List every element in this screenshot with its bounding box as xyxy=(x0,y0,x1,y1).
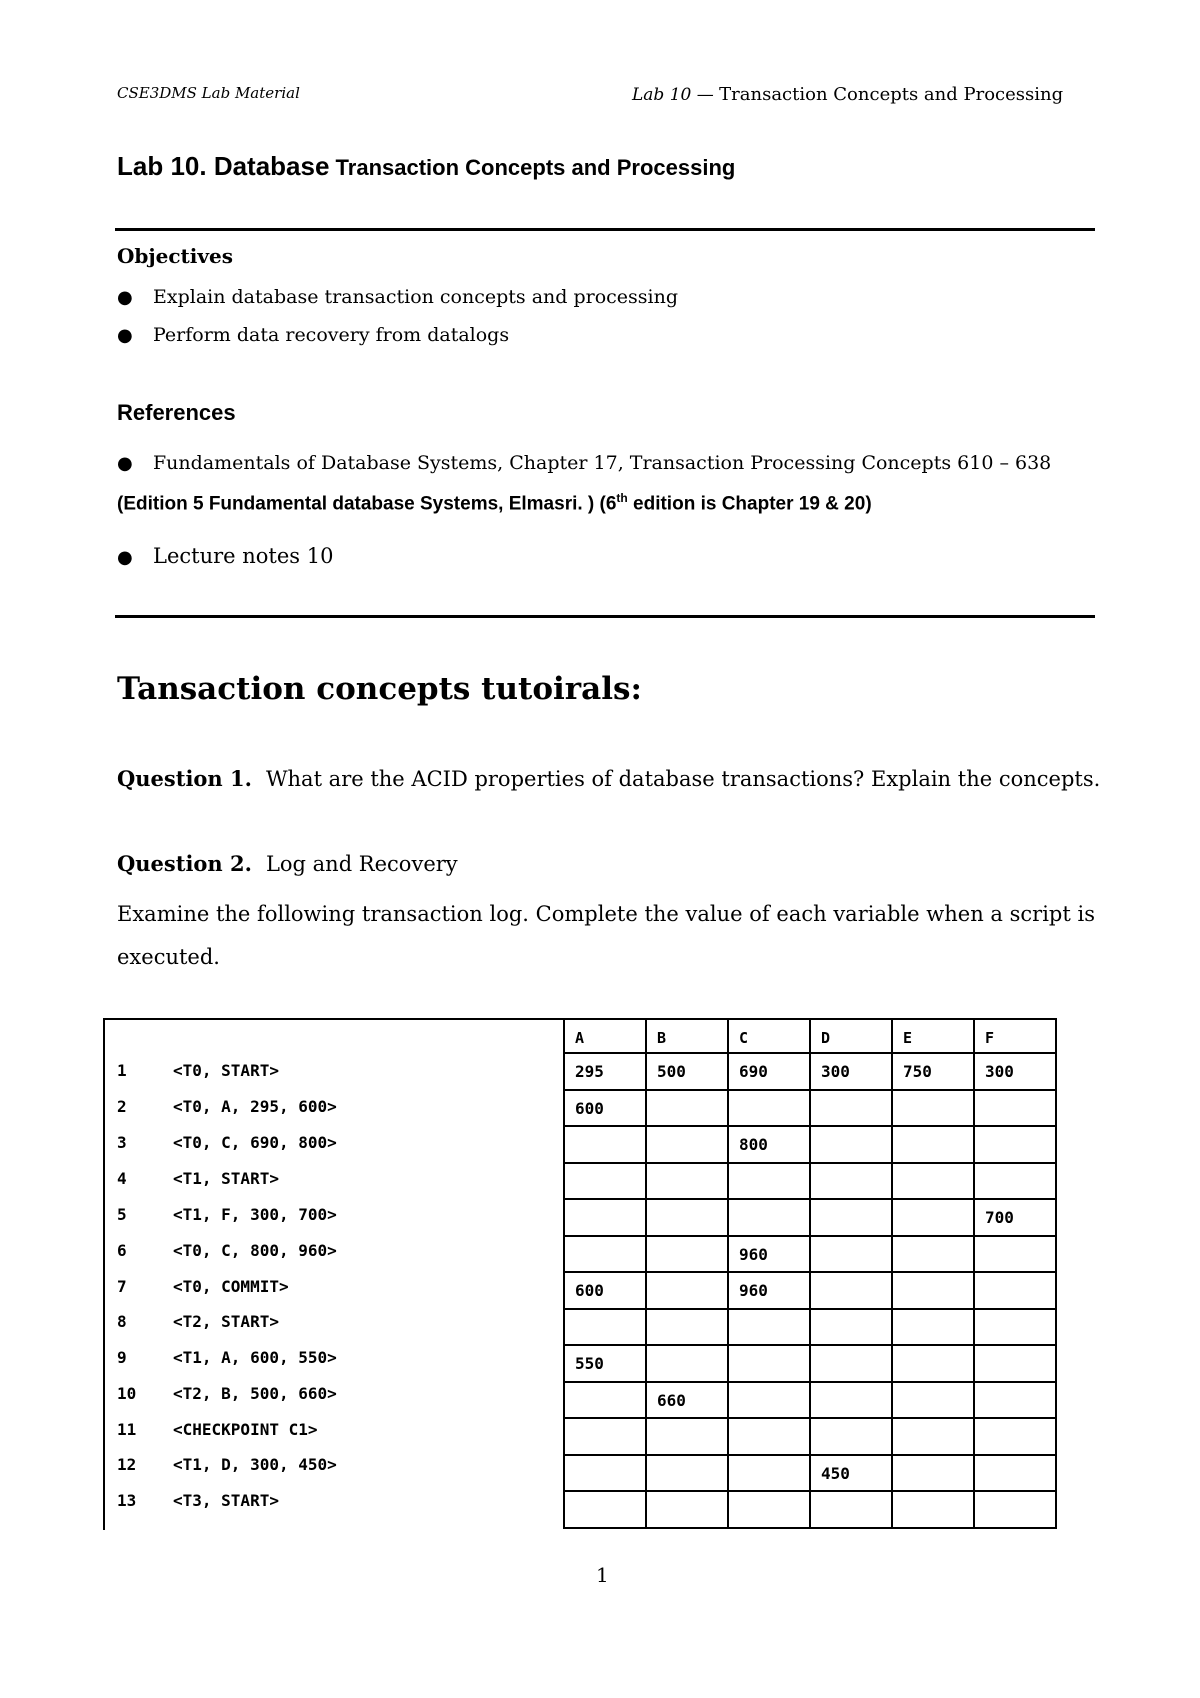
grid-cell[interactable] xyxy=(892,1491,974,1528)
grid-cell-value xyxy=(821,1346,891,1354)
grid-cell-value xyxy=(903,1419,973,1427)
grid-row xyxy=(564,1163,1056,1200)
log-entry: <T3, START> xyxy=(173,1491,279,1510)
grid-cell-value xyxy=(903,1237,973,1245)
log-line-number: 2 xyxy=(117,1097,127,1116)
grid-cell[interactable] xyxy=(810,1418,892,1455)
grid-cell-value: 300 xyxy=(985,1062,1014,1081)
grid-row xyxy=(564,1053,1056,1090)
grid-cell[interactable] xyxy=(646,1163,728,1200)
log-entry: <T0, A, 295, 600> xyxy=(173,1097,337,1116)
grid-column-label: B xyxy=(657,1029,667,1047)
grid-cell[interactable] xyxy=(810,1090,892,1127)
grid-cell[interactable] xyxy=(892,1090,974,1127)
objective-text: Perform data recovery from datalogs xyxy=(153,324,510,346)
grid-cell[interactable] xyxy=(892,1126,974,1163)
grid-cell-value xyxy=(657,1346,727,1354)
grid-cell-value: 660 xyxy=(657,1390,686,1410)
grid-cell-value xyxy=(739,1091,809,1099)
grid-cell[interactable] xyxy=(810,1345,892,1382)
bullet-icon: ● xyxy=(117,287,133,308)
grid-cell-value xyxy=(739,1164,809,1172)
grid-cell[interactable] xyxy=(810,1126,892,1163)
grid-column-label: D xyxy=(821,1029,831,1047)
divider-bottom xyxy=(115,615,1095,618)
grid-cell-value xyxy=(903,1456,973,1464)
grid-cell[interactable] xyxy=(974,1455,1056,1492)
grid-cell-value xyxy=(739,1310,809,1318)
grid-header-row xyxy=(564,1019,1056,1053)
bullet-icon: ● xyxy=(117,547,133,568)
page-title xyxy=(117,151,735,182)
grid-cell[interactable] xyxy=(564,1053,646,1090)
log-line-number: 4 xyxy=(117,1169,127,1188)
log-line-number: 10 xyxy=(117,1384,137,1403)
grid-cell[interactable] xyxy=(974,1199,1056,1236)
variable-grid xyxy=(563,1018,1057,1529)
grid-cell[interactable] xyxy=(564,1491,646,1528)
grid-cell[interactable] xyxy=(728,1309,810,1346)
grid-cell-value xyxy=(575,1200,645,1208)
grid-cell-value xyxy=(657,1456,727,1464)
grid-cell-value xyxy=(903,1200,973,1208)
page-title-sub: Transaction Concepts and Processing xyxy=(329,155,736,180)
objectives-heading: Objectives xyxy=(117,244,233,268)
question-text: What are the ACID properties of database transactions? Explain the concepts. xyxy=(265,767,1101,791)
grid-cell[interactable] xyxy=(646,1236,728,1273)
grid-cell[interactable] xyxy=(564,1236,646,1273)
grid-cell[interactable] xyxy=(810,1053,892,1090)
grid-cell[interactable] xyxy=(646,1272,728,1309)
grid-cell[interactable] xyxy=(810,1163,892,1200)
log-entry: <T2, B, 500, 660> xyxy=(173,1384,337,1403)
grid-cell[interactable] xyxy=(646,1126,728,1163)
grid-cell[interactable] xyxy=(728,1053,810,1090)
grid-column-header xyxy=(564,1019,646,1053)
grid-row xyxy=(564,1272,1056,1309)
grid-cell-value xyxy=(657,1273,727,1281)
log-entry-row xyxy=(117,1384,337,1403)
grid-cell-value xyxy=(985,1237,1055,1245)
grid-cell[interactable] xyxy=(892,1382,974,1419)
divider-top xyxy=(115,228,1095,231)
question-1 xyxy=(117,766,1100,791)
grid-cell-value xyxy=(575,1492,645,1500)
transaction-log-frame xyxy=(103,1018,575,1530)
running-header-lab-title: Transaction Concepts and Processing xyxy=(719,84,1064,105)
grid-cell-value xyxy=(575,1419,645,1427)
grid-cell-value xyxy=(657,1419,727,1427)
log-line-number: 8 xyxy=(117,1312,127,1331)
grid-cell[interactable] xyxy=(646,1491,728,1528)
grid-row xyxy=(564,1199,1056,1236)
log-entry: <T0, START> xyxy=(173,1061,279,1080)
grid-cell-value: 960 xyxy=(739,1244,768,1264)
grid-cell[interactable] xyxy=(974,1382,1056,1419)
grid-cell[interactable] xyxy=(646,1053,728,1090)
grid-cell[interactable] xyxy=(564,1382,646,1419)
grid-cell[interactable] xyxy=(810,1199,892,1236)
question-2-body: Examine the following transaction log. Complete the value of each variable when a script is executed. xyxy=(117,902,1095,969)
log-line-number: 13 xyxy=(117,1491,137,1510)
grid-cell[interactable] xyxy=(728,1455,810,1492)
reference-text: Fundamentals of Database Systems, Chapter 17, Transaction Processing Concepts 610 – 638 xyxy=(153,452,1052,474)
question-2 xyxy=(117,851,458,876)
grid-cell[interactable] xyxy=(892,1309,974,1346)
log-entry-row xyxy=(117,1133,337,1152)
grid-cell[interactable] xyxy=(810,1272,892,1309)
grid-row xyxy=(564,1090,1056,1127)
grid-cell-value xyxy=(821,1164,891,1172)
grid-cell[interactable] xyxy=(974,1418,1056,1455)
grid-cell-value xyxy=(657,1164,727,1172)
grid-cell-value xyxy=(657,1091,727,1099)
reference-item xyxy=(117,544,333,568)
grid-row xyxy=(564,1126,1056,1163)
grid-cell[interactable] xyxy=(892,1272,974,1309)
log-entry: <T1, F, 300, 700> xyxy=(173,1205,337,1224)
edition-note-end: edition is Chapter 19 & 20) xyxy=(627,493,872,515)
grid-column-label: C xyxy=(739,1029,749,1047)
grid-cell-value xyxy=(739,1200,809,1208)
log-entry: <T1, A, 600, 550> xyxy=(173,1348,337,1367)
grid-cell[interactable] xyxy=(974,1345,1056,1382)
grid-cell-value: 700 xyxy=(985,1208,1014,1227)
grid-column-label: F xyxy=(985,1029,995,1047)
log-line-number: 11 xyxy=(117,1420,137,1439)
grid-cell-value xyxy=(821,1091,891,1099)
grid-cell[interactable] xyxy=(892,1455,974,1492)
grid-cell-value: 500 xyxy=(657,1062,686,1081)
log-entry: <T2, START> xyxy=(173,1312,279,1331)
reference-item xyxy=(117,452,1051,474)
edition-note xyxy=(117,491,872,515)
grid-row xyxy=(564,1236,1056,1273)
grid-cell[interactable] xyxy=(564,1272,646,1309)
grid-cell-value: 300 xyxy=(821,1062,850,1081)
section-title: Tansaction concepts tutoirals: xyxy=(117,671,642,707)
grid-cell[interactable] xyxy=(810,1309,892,1346)
log-line-number: 6 xyxy=(117,1241,127,1260)
grid-cell[interactable] xyxy=(892,1345,974,1382)
grid-cell[interactable] xyxy=(728,1199,810,1236)
grid-row xyxy=(564,1455,1056,1492)
log-line-number: 3 xyxy=(117,1133,127,1152)
grid-cell-value: 550 xyxy=(575,1354,604,1373)
grid-cell-value xyxy=(985,1419,1055,1427)
grid-cell-value xyxy=(657,1237,727,1245)
grid-cell-value xyxy=(821,1200,891,1208)
log-entry: <CHECKPOINT C1> xyxy=(173,1420,318,1439)
log-entry: <T0, C, 690, 800> xyxy=(173,1133,337,1152)
grid-cell[interactable] xyxy=(974,1053,1056,1090)
log-line-number: 5 xyxy=(117,1205,127,1224)
grid-cell[interactable] xyxy=(564,1309,646,1346)
grid-cell-value xyxy=(575,1127,645,1135)
grid-cell-value xyxy=(575,1456,645,1464)
grid-cell[interactable] xyxy=(646,1199,728,1236)
running-header-lab xyxy=(632,84,1063,105)
grid-cell-value xyxy=(985,1383,1055,1391)
grid-cell[interactable] xyxy=(564,1345,646,1382)
grid-cell[interactable] xyxy=(564,1126,646,1163)
log-entry-row xyxy=(117,1277,289,1296)
grid-cell-value xyxy=(903,1346,973,1354)
grid-row xyxy=(564,1418,1056,1455)
grid-cell-value xyxy=(903,1273,973,1281)
grid-cell-value xyxy=(985,1456,1055,1464)
grid-cell-value xyxy=(739,1383,809,1391)
grid-cell[interactable] xyxy=(810,1236,892,1273)
grid-cell[interactable] xyxy=(646,1455,728,1492)
bullet-icon: ● xyxy=(117,453,133,474)
grid-cell[interactable] xyxy=(646,1418,728,1455)
grid-cell-value xyxy=(657,1127,727,1135)
grid-cell-value xyxy=(575,1237,645,1245)
grid-cell[interactable] xyxy=(974,1126,1056,1163)
log-entry: <T0, C, 800, 960> xyxy=(173,1241,337,1260)
grid-cell-value xyxy=(903,1310,973,1318)
log-entry-row xyxy=(117,1348,337,1367)
grid-cell-value xyxy=(575,1310,645,1318)
grid-row xyxy=(564,1491,1056,1528)
grid-cell[interactable] xyxy=(728,1491,810,1528)
grid-cell[interactable] xyxy=(974,1491,1056,1528)
grid-cell[interactable] xyxy=(728,1272,810,1309)
edition-note-start: (Edition 5 Fundamental database Systems, Elmasri. ) (6 xyxy=(117,493,617,515)
grid-cell-value xyxy=(903,1127,973,1135)
grid-cell[interactable] xyxy=(728,1418,810,1455)
objective-item xyxy=(117,324,509,346)
references-heading: References xyxy=(117,400,236,425)
grid-cell-value xyxy=(739,1456,809,1464)
question-text: Log and Recovery xyxy=(265,852,458,876)
grid-cell-value xyxy=(821,1310,891,1318)
grid-cell[interactable] xyxy=(564,1418,646,1455)
grid-column-label: A xyxy=(575,1029,585,1047)
grid-cell-value: 600 xyxy=(575,1281,604,1300)
page-title-main: Lab 10. Database xyxy=(117,151,330,181)
grid-cell[interactable] xyxy=(564,1199,646,1236)
grid-column-header xyxy=(728,1019,810,1053)
edition-note-superscript: th xyxy=(616,491,628,505)
grid-cell-value xyxy=(903,1383,973,1391)
grid-cell[interactable] xyxy=(728,1236,810,1273)
log-line-number: 1 xyxy=(117,1061,127,1080)
grid-cell[interactable] xyxy=(974,1309,1056,1346)
grid-cell[interactable] xyxy=(728,1126,810,1163)
grid-cell[interactable] xyxy=(892,1163,974,1200)
running-header-course: CSE3DMS Lab Material xyxy=(117,84,300,102)
grid-cell[interactable] xyxy=(646,1309,728,1346)
grid-cell[interactable] xyxy=(564,1163,646,1200)
grid-cell[interactable] xyxy=(892,1418,974,1455)
log-entry: <T0, COMMIT> xyxy=(173,1277,289,1296)
grid-cell-value xyxy=(985,1492,1055,1500)
grid-cell[interactable] xyxy=(728,1163,810,1200)
running-header-lab-number: Lab 10 — xyxy=(632,85,720,105)
grid-cell[interactable] xyxy=(892,1199,974,1236)
log-entry-row xyxy=(117,1491,279,1510)
grid-cell-value: 295 xyxy=(575,1062,604,1081)
grid-column-header xyxy=(974,1019,1056,1053)
grid-cell-value xyxy=(985,1164,1055,1172)
grid-cell-value xyxy=(739,1346,809,1354)
grid-cell[interactable] xyxy=(646,1382,728,1419)
grid-cell-value xyxy=(985,1091,1055,1099)
log-entry-row xyxy=(117,1241,337,1260)
grid-cell-value: 450 xyxy=(821,1463,850,1483)
grid-cell-value xyxy=(985,1127,1055,1135)
grid-cell-value: 600 xyxy=(575,1098,604,1118)
log-entry-row xyxy=(117,1205,337,1224)
grid-cell-value: 690 xyxy=(739,1062,768,1081)
grid-cell[interactable] xyxy=(646,1345,728,1382)
grid-cell-value xyxy=(657,1492,727,1500)
grid-cell-value xyxy=(575,1383,645,1391)
grid-cell-value xyxy=(657,1310,727,1318)
grid-cell[interactable] xyxy=(892,1236,974,1273)
grid-cell[interactable] xyxy=(646,1090,728,1127)
log-line-number: 7 xyxy=(117,1277,127,1296)
grid-cell-value xyxy=(985,1310,1055,1318)
grid-cell-value xyxy=(821,1273,891,1281)
grid-cell[interactable] xyxy=(810,1491,892,1528)
log-entry-row xyxy=(117,1420,318,1439)
grid-cell-value xyxy=(985,1273,1055,1281)
grid-cell-value xyxy=(821,1419,891,1427)
question-label: Question 1. xyxy=(117,766,252,791)
log-entry-row xyxy=(117,1097,337,1116)
grid-cell[interactable] xyxy=(974,1236,1056,1273)
reference-text: Lecture notes 10 xyxy=(153,544,334,568)
grid-row xyxy=(564,1382,1056,1419)
grid-cell-value xyxy=(575,1164,645,1172)
grid-cell[interactable] xyxy=(810,1382,892,1419)
grid-column-header xyxy=(892,1019,974,1053)
grid-cell-value xyxy=(903,1091,973,1099)
grid-column-header xyxy=(810,1019,892,1053)
grid-cell-value xyxy=(903,1492,973,1500)
grid-cell-value xyxy=(821,1492,891,1500)
log-line-number: 9 xyxy=(117,1348,127,1367)
grid-cell-value xyxy=(739,1419,809,1427)
grid-cell[interactable] xyxy=(728,1345,810,1382)
grid-cell[interactable] xyxy=(564,1090,646,1127)
grid-row xyxy=(564,1309,1056,1346)
log-entry-row xyxy=(117,1312,279,1331)
grid-cell-value xyxy=(821,1127,891,1135)
grid-cell-value: 750 xyxy=(903,1062,932,1081)
log-entry-row xyxy=(117,1455,337,1474)
question-label: Question 2. xyxy=(117,851,252,876)
grid-cell[interactable] xyxy=(564,1455,646,1492)
grid-cell-value: 800 xyxy=(739,1135,768,1154)
bullet-icon: ● xyxy=(117,325,133,346)
grid-column-label: E xyxy=(903,1029,913,1047)
log-entry: <T1, D, 300, 450> xyxy=(173,1455,337,1474)
grid-cell-value xyxy=(903,1164,973,1172)
grid-cell-value: 960 xyxy=(739,1281,768,1300)
grid-cell-value xyxy=(657,1200,727,1208)
grid-cell[interactable] xyxy=(728,1382,810,1419)
grid-row xyxy=(564,1345,1056,1382)
grid-cell[interactable] xyxy=(974,1163,1056,1200)
objective-text: Explain database transaction concepts and processing xyxy=(153,286,679,308)
grid-cell-value xyxy=(985,1346,1055,1354)
log-entry-row xyxy=(117,1169,279,1188)
log-entry-row xyxy=(117,1061,279,1080)
grid-cell[interactable] xyxy=(892,1053,974,1090)
grid-column-header xyxy=(646,1019,728,1053)
grid-cell[interactable] xyxy=(974,1272,1056,1309)
objective-item xyxy=(117,286,678,308)
grid-cell[interactable] xyxy=(810,1455,892,1492)
grid-cell-value xyxy=(821,1383,891,1391)
log-entry: <T1, START> xyxy=(173,1169,279,1188)
grid-cell-value xyxy=(821,1237,891,1245)
grid-cell[interactable] xyxy=(974,1090,1056,1127)
grid-cell[interactable] xyxy=(728,1090,810,1127)
grid-cell-value xyxy=(739,1492,809,1500)
log-line-number: 12 xyxy=(117,1455,137,1474)
page-number: 1 xyxy=(596,1563,609,1587)
